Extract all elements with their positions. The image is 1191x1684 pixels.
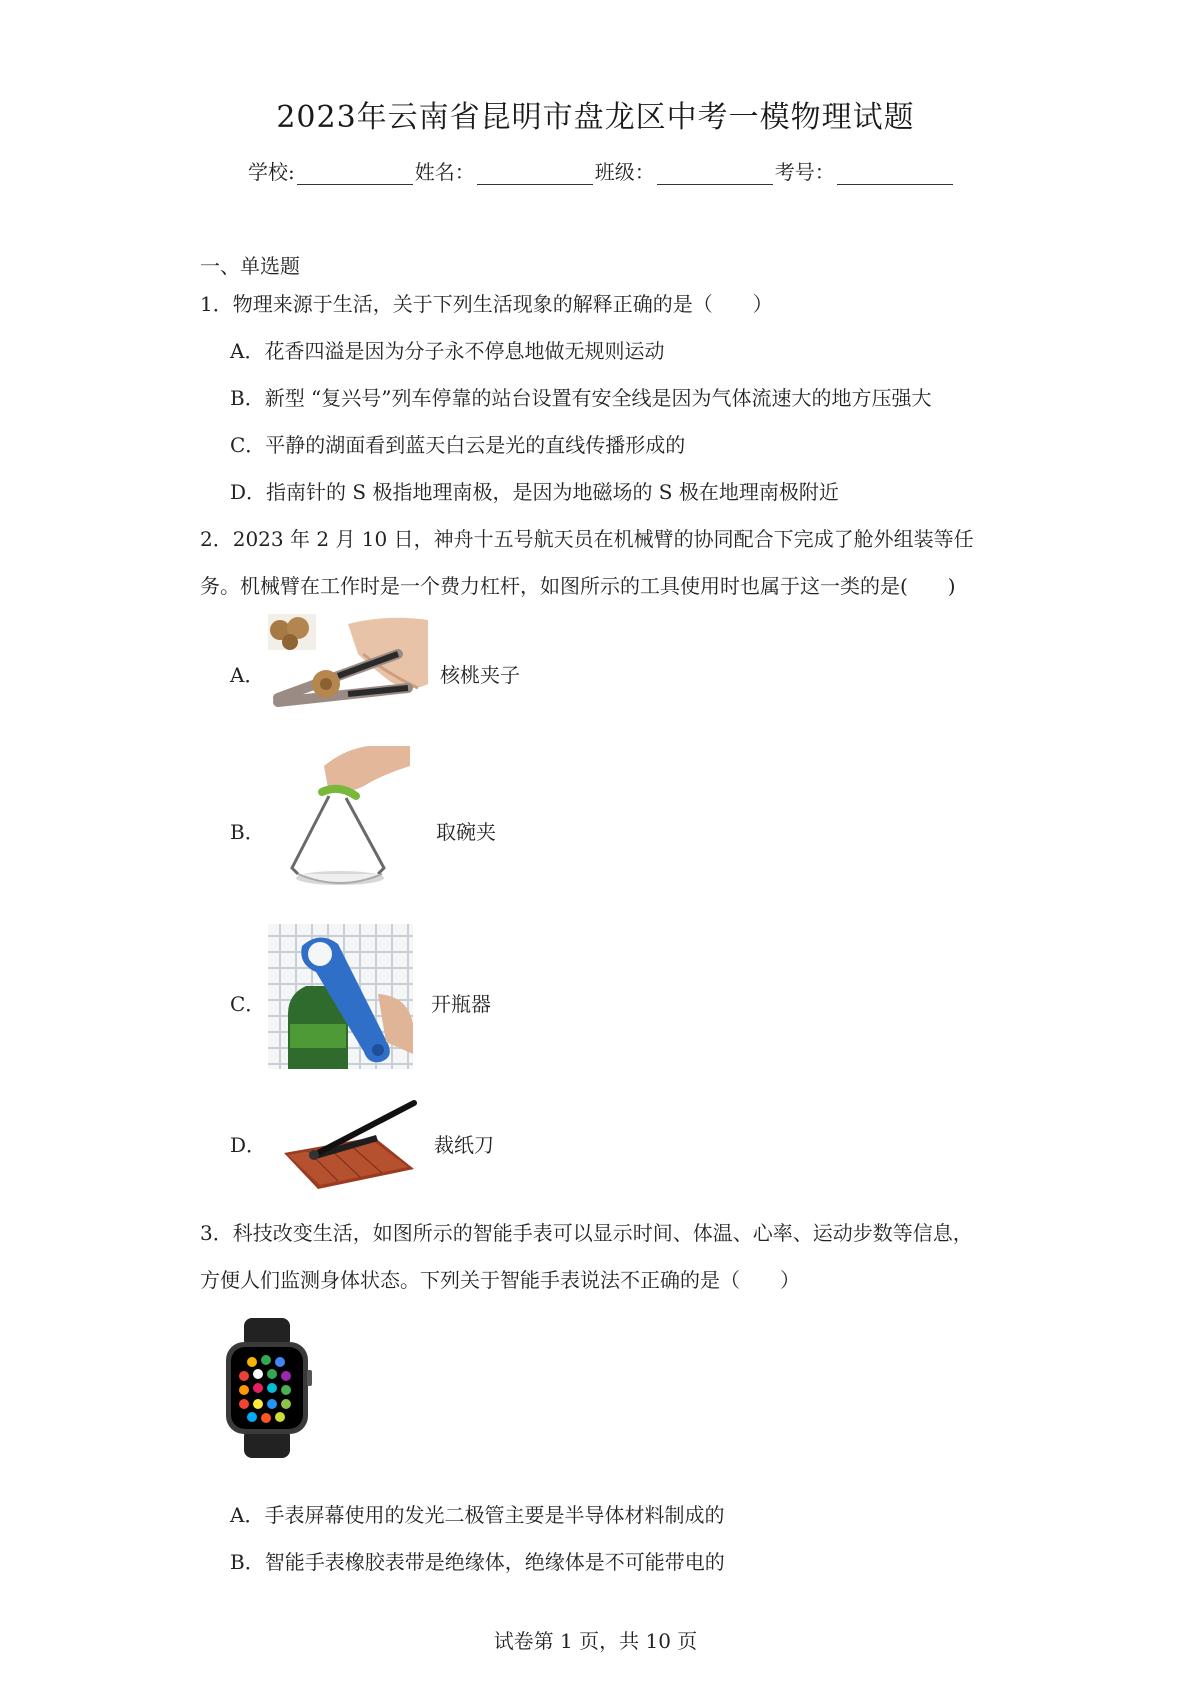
name-blank[interactable] (477, 166, 593, 185)
smart-watch-icon (222, 1318, 314, 1458)
question-1-option-b: B．新型 “复兴号”列车停靠的站台设置有安全线是因为气体流速大的地方压强大 (230, 386, 932, 410)
question-2-option-c-letter: C． (230, 992, 266, 1016)
question-3-option-b: B．智能手表橡胶表带是绝缘体，绝缘体是不可能带电的 (230, 1550, 725, 1574)
question-2-option-c-label: 开瓶器 (431, 992, 491, 1016)
question-2-stem-line-1: 2．2023 年 2 月 10 日，神舟十五号航天员在机械臂的协同配合下完成了舱外组装等任 (200, 527, 974, 551)
paper-cutter-icon (278, 1097, 418, 1189)
question-1-stem: 1．物理来源于生活，关于下列生活现象的解释正确的是（ ） (200, 292, 773, 316)
question-2-option-d-letter: D． (230, 1133, 267, 1157)
question-1-option-c: C．平静的湖面看到蓝天白云是光的直线传播形成的 (230, 433, 686, 457)
page-title: 2023年云南省昆明市盘龙区中考一模物理试题 (276, 100, 915, 135)
class-blank[interactable] (657, 166, 773, 185)
question-3-option-a: A．手表屏幕使用的发光二极管主要是半导体材料制成的 (230, 1503, 725, 1527)
school-blank[interactable] (297, 166, 413, 185)
question-1-option-d: D．指南针的 S 极指地理南极，是因为地磁场的 S 极在地理南极附近 (230, 480, 839, 504)
page-footer: 试卷第 1 页，共 10 页 (493, 1629, 698, 1653)
question-2-option-d-label: 裁纸刀 (434, 1133, 494, 1157)
exam-no-label: 考号： (774, 160, 835, 184)
question-2-stem-line-2: 务。机械臂在工作时是一个费力杠杆，如图所示的工具使用时也属于这一类的是( ) (200, 574, 956, 598)
bottle-opener-icon (268, 924, 413, 1069)
section-heading: 一、单选题 (200, 254, 300, 278)
question-3-stem-line-2: 方便人们监测身体状态。下列关于智能手表说法不正确的是（ ） (200, 1268, 800, 1292)
question-3-stem-line-1: 3．科技改变生活，如图所示的智能手表可以显示时间、体温、心率、运动步数等信息， (200, 1221, 973, 1245)
name-label: 姓名： (414, 160, 475, 184)
question-2-option-a-letter: A． (230, 663, 265, 687)
question-2-option-b-letter: B． (230, 820, 265, 844)
school-label: 学校: (248, 160, 295, 184)
student-info-row (248, 156, 955, 185)
walnut-cracker-icon (268, 614, 428, 716)
question-1-option-a: A．花香四溢是因为分子永不停息地做无规则运动 (230, 339, 665, 363)
question-2-option-a-label: 核桃夹子 (440, 663, 520, 687)
exam-no-blank[interactable] (837, 166, 953, 185)
class-label: 班级： (594, 160, 655, 184)
question-2-option-b-label: 取碗夹 (436, 820, 496, 844)
bowl-clip-icon (284, 746, 410, 896)
